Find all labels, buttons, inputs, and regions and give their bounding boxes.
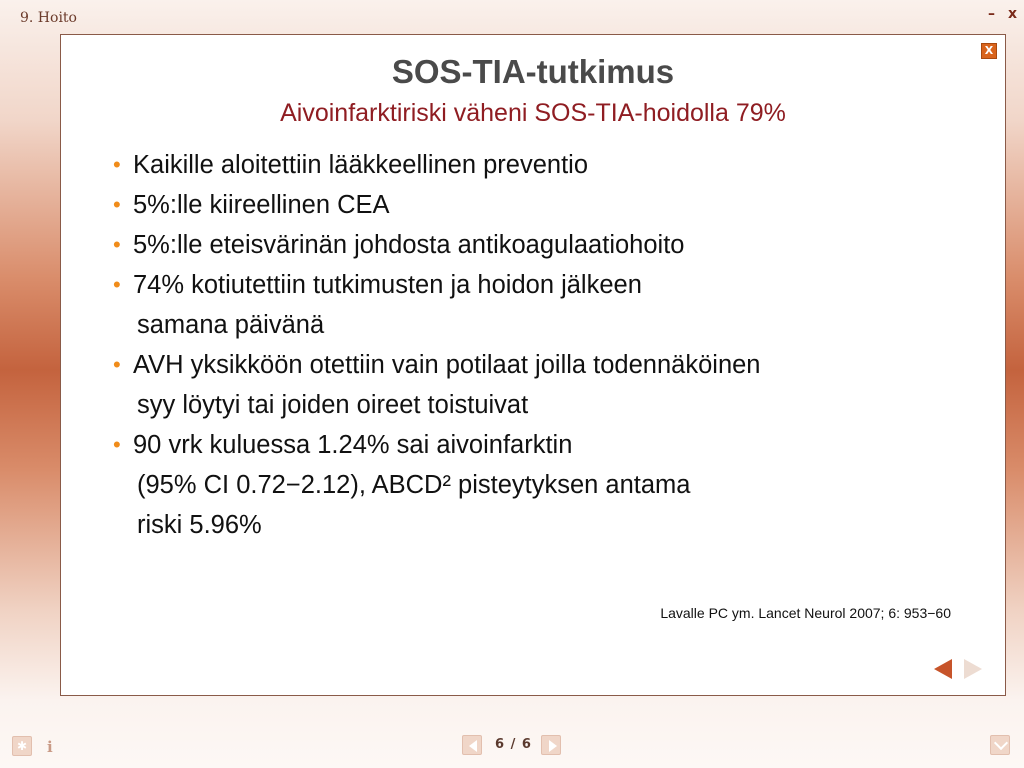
bullet-item: [113, 225, 983, 265]
bullet-line: • AVH yksikköön otettiin vain potilaat joilla todennäköinen: [133, 351, 761, 379]
previous-slide-arrow-icon[interactable]: [934, 659, 952, 679]
triangle-left-icon: [469, 740, 477, 752]
bullet-line-continued: riski 5.96%: [137, 511, 262, 539]
next-page-button[interactable]: [541, 735, 561, 755]
bullet-item: [113, 345, 983, 425]
close-slide-button[interactable]: X: [981, 43, 997, 59]
slide-title: SOS-TIA-tutkimus: [391, 53, 675, 90]
bullet-line: • 90 vrk kuluessa 1.24% sai aivoinfarktin: [133, 431, 573, 459]
bullet-line-continued: samana päivänä: [137, 311, 325, 339]
bullet-line: • Kaikille aloitettiin lääkkeellinen preventio: [133, 151, 589, 179]
page-indicator: [495, 737, 532, 752]
page-total: 6: [521, 737, 532, 752]
bullet-line: • 74% kotiutettiin tutkimusten ja hoidon jälkeen: [133, 271, 642, 299]
bullet-line: • 5%:lle eteisvärinän johdosta antikoagulaatiohoito: [133, 231, 685, 259]
close-window-button[interactable]: x: [1008, 6, 1018, 22]
bullet-item: [113, 265, 983, 345]
bullet-item: [113, 185, 983, 225]
page-separator: /: [510, 737, 517, 752]
slide-panel: [60, 34, 1006, 696]
top-bar: [0, 0, 1024, 34]
minimize-button[interactable]: –: [988, 6, 995, 22]
slide-subtitle: Aivoinfarktiriski väheni SOS-TIA-hoidolla 79%: [280, 99, 786, 127]
next-slide-arrow-icon[interactable]: [964, 659, 982, 679]
bullet-list: [113, 145, 983, 545]
bullet-item: [113, 425, 983, 545]
bullet-line-continued: syy löytyi tai joiden oireet toistuivat: [137, 391, 529, 419]
info-button[interactable]: i: [47, 738, 53, 756]
section-title: 9. Hoito: [20, 10, 77, 26]
previous-page-button[interactable]: [462, 735, 482, 755]
bullet-line: • 5%:lle kiireellinen CEA: [133, 191, 390, 219]
bullet-item: [113, 145, 983, 185]
star-icon: ✱: [16, 739, 28, 753]
star-button[interactable]: [12, 736, 32, 756]
citation: Lavalle PC ym. Lancet Neurol 2007; 6: 953−60: [660, 605, 951, 621]
page-current: 6: [495, 737, 506, 752]
menu-button[interactable]: [990, 735, 1010, 755]
triangle-right-icon: [549, 740, 557, 752]
chevron-down-icon: [994, 736, 1008, 750]
bullet-line-continued: (95% CI 0.72−2.12), ABCD² pisteytyksen antama: [137, 471, 691, 499]
